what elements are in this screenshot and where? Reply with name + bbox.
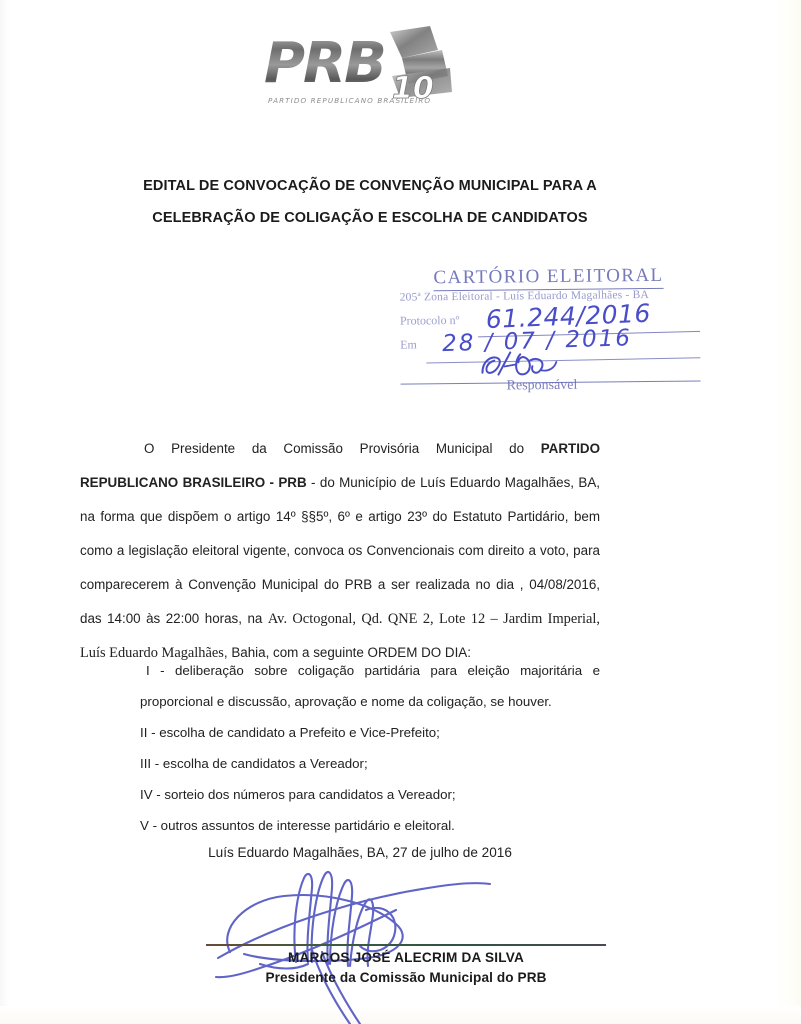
prb-logo <box>252 24 472 116</box>
stamp-heading: CARTÓRIO ELEITORAL <box>433 265 663 291</box>
order-item-i: I - deliberação sobre coligação partidária para eleição majoritária e proporcional e discussão, aprovação e nome da coligação, se houver. <box>140 663 600 709</box>
prb-logo-graphic <box>252 24 472 116</box>
signature-name: MARCOS JOSÉ ALECRIM DA SILVA <box>288 950 524 965</box>
body-text-part1: O Presidente da Comissão Provisória Municipal do <box>144 441 541 456</box>
svg-text:10: 10 <box>392 71 434 106</box>
stamp-date-label: Em <box>400 337 417 352</box>
signature-block <box>200 866 612 1024</box>
document-date-line: Luís Eduardo Magalhães, BA, 27 de julho de 2016 <box>208 845 512 860</box>
scan-edge-right <box>775 0 801 1024</box>
prb-logo-tagline: PARTIDO REPUBLICANO BRASILEIRO <box>268 96 432 105</box>
document-body <box>80 432 600 670</box>
document-title-line2: CELEBRAÇÃO DE COLIGAÇÃO E ESCOLHA DE CANDIDATOS <box>152 210 588 226</box>
scan-edge-left <box>0 0 9 1024</box>
body-address: Av. Octogonal, Qd. QNE 2, Lote 12 – Jardim Imperial, Luís Eduardo Magalhães <box>80 611 600 661</box>
stamp-protocol-label: Protocolo nº <box>399 312 460 328</box>
order-of-the-day-list <box>140 655 600 841</box>
body-paragraph <box>80 432 600 670</box>
body-text-part3: , Bahia, com a seguinte ORDEM DO DIA: <box>223 645 471 660</box>
order-item-iii: III - escolha de candidatos a Vereador; <box>140 756 368 771</box>
svg-text:PRB: PRB <box>264 31 385 96</box>
stamp-date-value: 28 / 07 / 2016 <box>441 325 633 358</box>
signature-role: Presidente da Comissão Municipal do PRB <box>265 970 547 985</box>
stamp-protocol-value: 61.244/2016 <box>485 298 652 335</box>
stamp-responsible-label: Responsável <box>506 377 578 394</box>
stamp-zona-label: 205ª Zona Eleitoral - Luís Eduardo Magalhães - BA <box>399 289 650 304</box>
cartorio-stamp <box>397 262 710 393</box>
order-item-v: V - outros assuntos de interesse partidário e eleitoral. <box>140 818 455 833</box>
order-item-ii: II - escolha de candidato a Prefeito e Vice-Prefeito; <box>140 725 440 740</box>
document-title-line1: EDITAL DE CONVOCAÇÃO DE CONVENÇÃO MUNICIPAL PARA A <box>143 178 597 194</box>
signature-rule <box>206 944 606 946</box>
order-item-iv: IV - sorteio dos números para candidatos a Vereador; <box>140 787 456 802</box>
body-party-name: PARTIDO REPUBLICANO BRASILEIRO - PRB <box>80 441 600 490</box>
document-title <box>60 170 680 234</box>
body-text-part2: - do Município de Luís Eduardo Magalhães, BA, na forma que dispõem o artigo 14º §§5º, 6º e artigo 23º do Estatuto Partidário, bem como a legislação eleitoral vigente, convoca os Convencionais com direito a voto, para comparecerem à Convenção Municipal do PRB a ser realizada no dia , 04/08/2016, das 14:00 às 22:00 horas, na <box>80 475 600 626</box>
